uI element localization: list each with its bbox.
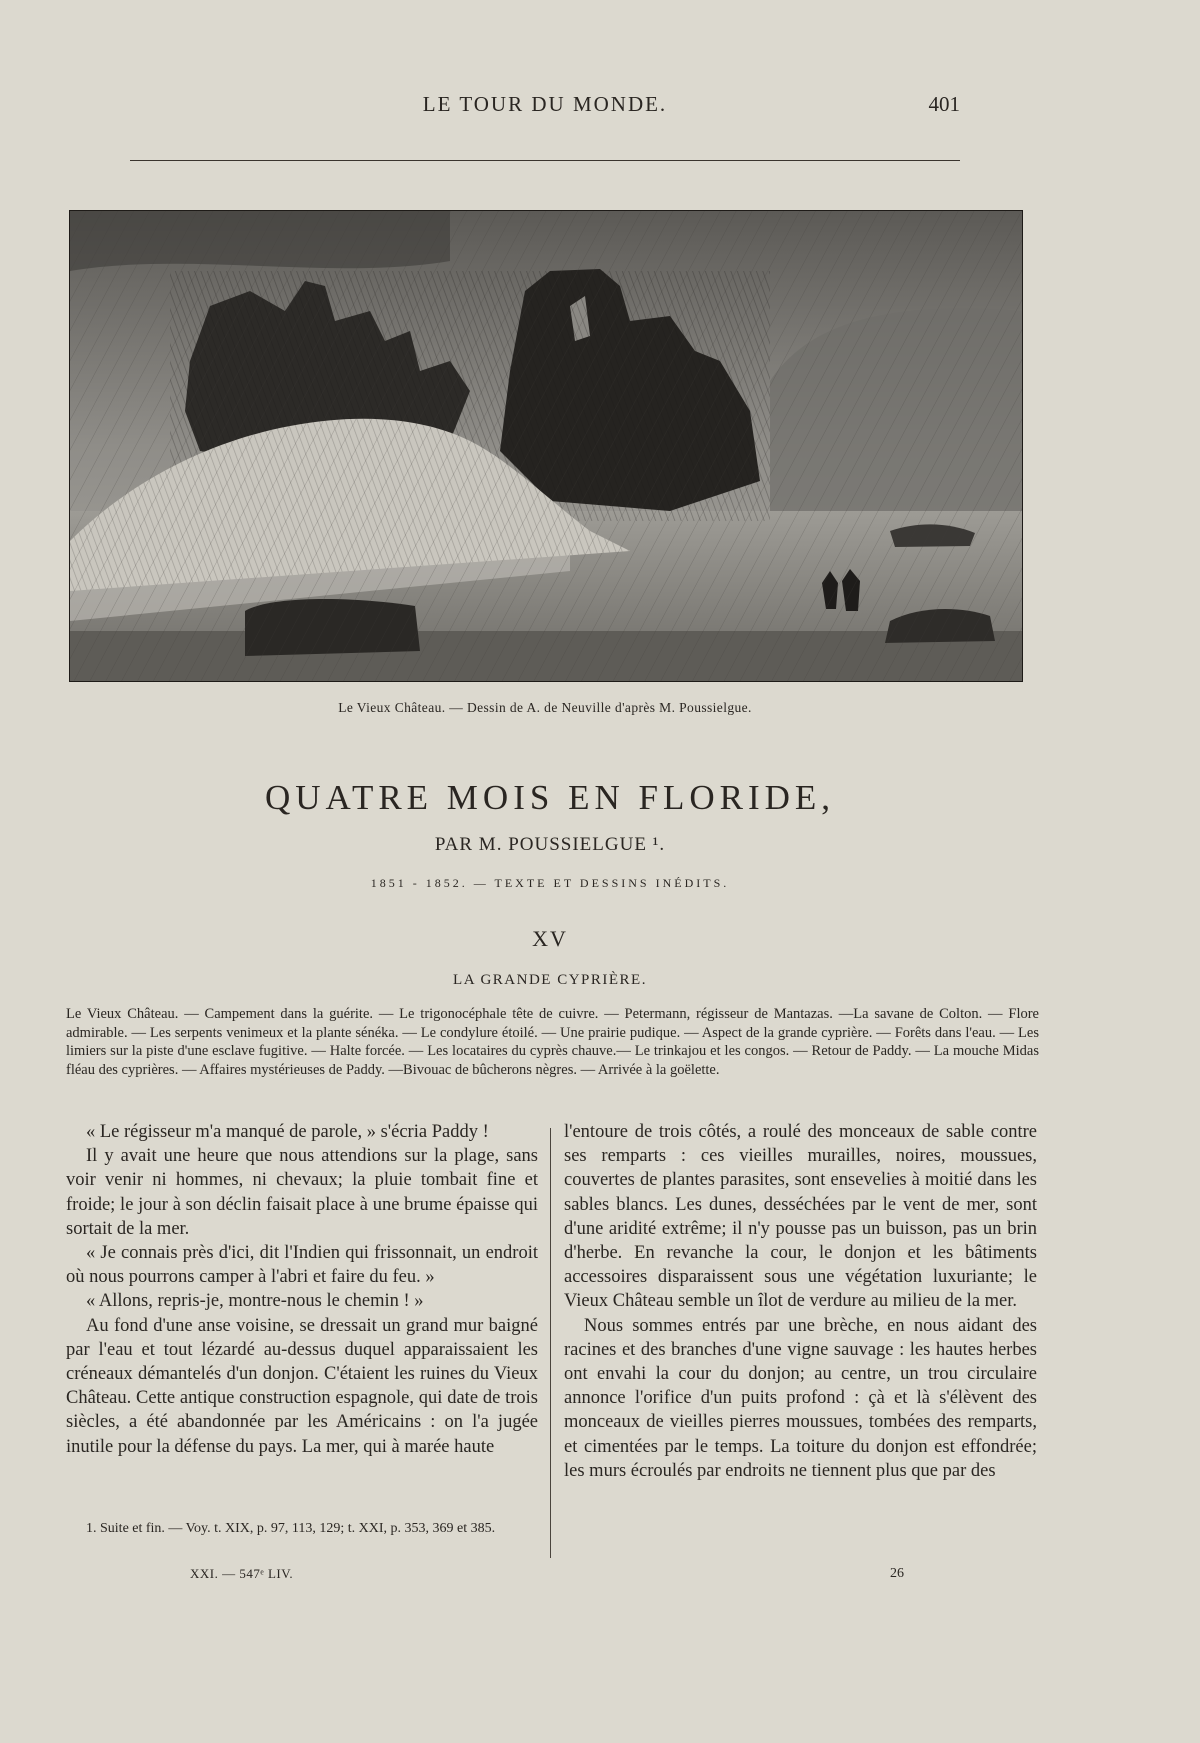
paragraph: « Allons, repris-je, montre-nous le chemin ! »	[86, 1291, 424, 1312]
text-column-right	[564, 1120, 1037, 1483]
engraving-illustration	[69, 210, 1023, 682]
header-rule	[130, 160, 960, 161]
journal-title: LE TOUR DU MONDE.	[422, 92, 668, 116]
footnote	[66, 1520, 538, 1538]
paragraph: Au fond d'une anse voisine, se dressait un grand mur baigné par l'eau et tout lézardé au-dessus duquel apparaissaient les créneaux démantelés d'un donjon. C'étaient les ruines du Vieux Château. Cette antique construction espagnole, qui date de trois siècles, a été abandonnée par les Américains : on l'a jugée inutile pour la défense du pays. La mer, qui à marée haute	[66, 1315, 538, 1457]
page-number: 401	[928, 92, 960, 116]
text-column-left	[66, 1120, 538, 1459]
engraving-caption: Le Vieux Château. — Dessin de A. de Neuville d'après M. Poussielgue.	[338, 700, 752, 715]
footnote-text: 1. Suite et fin. — Voy. t. XIX, p. 97, 113, 129; t. XXI, p. 353, 369 et 385.	[86, 1521, 496, 1536]
summary-text: Le Vieux Château. — Campement dans la guérite. — Le trigonocéphale tête de cuivre. — Petermann, régisseur de Mantazas. —La savane de Colton. — Flore admirable. — Les serpents venimeux et la plante sénéka. — Le condylure étoilé. — Une prairie pudique. — Aspect de la grande cyprière. — Forêts dans l'eau. — Les limiers sur la piste d'une esclave fugitive. — Halte forcée. — Les locataires du cyprès chauve.— Le trinkajou et les congos. — Retour de Paddy. — La mouche Midas fléau des cyprières. — Affaires mystérieuses de Paddy. —Bivouac de bûcherons nègres. — Arrivée à la goëlette.	[66, 1006, 1039, 1078]
paragraph: Il y avait une heure que nous attendions sur la plage, sans voir venir ni hommes, ni chevaux; la pluie tombait fine et froide; le jour à son déclin faisait place à une brume épaisse qui sortait de la mer.	[66, 1146, 538, 1239]
article-byline: PAR M. POUSSIELGUE ¹.	[434, 834, 666, 855]
castle-ruins-engraving	[70, 211, 1022, 681]
paragraph: « Le régisseur m'a manqué de parole, » s'écria Paddy !	[86, 1122, 489, 1142]
column-divider	[550, 1128, 551, 1558]
article-title: QUATRE MOIS EN FLORIDE,	[265, 778, 835, 817]
chapter-summary	[66, 1005, 1039, 1079]
chapter-title: LA GRANDE CYPRIÈRE.	[453, 972, 647, 988]
signature-mark: XXI. — 547ᵉ LIV.	[190, 1566, 294, 1581]
paragraph: « Je connais près d'ici, dit l'Indien qui frissonnait, un endroit où nous pourrons camper à l'abri et faire du feu. »	[66, 1243, 538, 1288]
gathering-number: 26	[890, 1566, 904, 1581]
paragraph: Nous sommes entrés par une brèche, en nous aidant des racines et des branches d'une vigne sauvage : les hautes herbes ont envahi la cour du donjon; au centre, un trou circulaire annonce l'orifice d'un puits profond : çà et là s'élèvent des monceaux de vieilles pierres moussues, tombées des remparts, et cimentées par le temps. La toiture du donjon est effondrée; les murs écroulés par endroits ne tiennent plus que par des	[564, 1315, 1037, 1481]
chapter-number: XV	[532, 926, 568, 951]
article-dates: 1851 - 1852. — TEXTE ET DESSINS INÉDITS.	[370, 876, 730, 890]
paragraph: l'entoure de trois côtés, a roulé des monceaux de sable contre ses remparts : ces vieilles murailles, noires, moussues, couvertes de plantes parasites, sont ensevelies à moitié dans les sables blancs. Les dunes, desséchées par le vent de mer, sont d'une aridité extrême; il n'y pousse pas un buisson, pas un brin d'herbe. En revanche la cour, le donjon et les bâtiments accessoires disparaissent sous une végétation luxuriante; le Vieux Château semble un îlot de verdure au milieu de la mer.	[564, 1122, 1037, 1312]
running-head	[130, 92, 960, 124]
